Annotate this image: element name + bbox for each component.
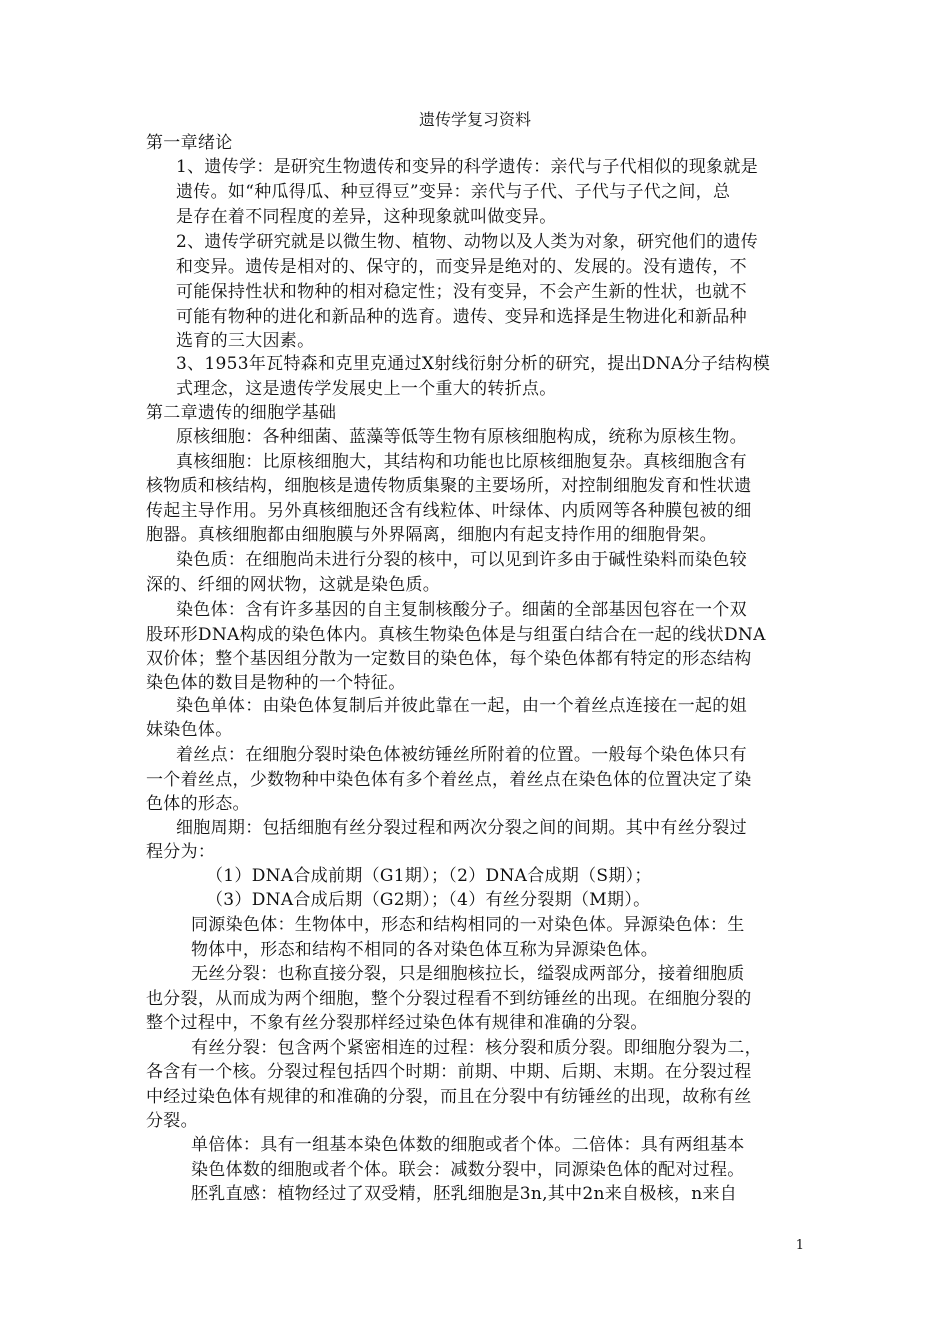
- text-line: 胚乳直感：植物经过了双受精，胚乳细胞是3n,其中2n来自极核，n来自: [191, 1184, 738, 1204]
- text-line: 染色质：在细胞尚未进行分裂的核中，可以见到许多由于碱性染料而染色较: [176, 550, 747, 570]
- text-line: 无丝分裂：也称直接分裂，只是细胞核拉长，缢裂成两部分，接着细胞质: [191, 964, 745, 984]
- text-line: 单倍体：具有一组基本染色体数的细胞或者个体。二倍体：具有两组基本: [191, 1135, 745, 1155]
- text-line: 选育的三大因素。: [176, 331, 315, 351]
- text-line: 深的、纤细的网状物，这就是染色质。: [146, 575, 441, 595]
- text-line: 遗传。如“种瓜得瓜、种豆得豆”变异：亲代与子代、子代与子代之间，总: [176, 182, 731, 202]
- text-line: 中经过染色体有规律的和准确的分裂，而且在分裂中有纺锤丝的出现，故称有丝: [146, 1087, 752, 1107]
- text-line: 也分裂，从而成为两个细胞，整个分裂过程看不到纺锤丝的出现。在细胞分裂的: [146, 989, 752, 1009]
- text-line: 式理念，这是遗传学发展史上一个重大的转折点。: [176, 379, 557, 399]
- text-line: 第二章遗传的细胞学基础: [146, 403, 337, 423]
- document-title: 遗传学复习资料: [418, 110, 531, 129]
- text-line: 染色体：含有许多基因的自主复制核酸分子。细菌的全部基因包容在一个双: [176, 600, 747, 620]
- text-line: 和变异。遗传是相对的、保守的，而变异是绝对的、发展的。没有遗传，不: [176, 257, 747, 277]
- text-line: 真核细胞：比原核细胞大，其结构和功能也比原核细胞复杂。真核细胞含有: [176, 452, 747, 472]
- text-line: 染色单体：由染色体复制后并彼此靠在一起，由一个着丝点连接在一起的姐: [176, 696, 747, 716]
- text-line: 核物质和核结构，细胞核是遗传物质集聚的主要场所，对控制细胞发育和性状遗: [146, 476, 752, 496]
- text-line: 妹染色体。: [146, 720, 233, 740]
- text-line: 第一章绪论: [146, 133, 233, 153]
- text-line: 染色体的数目是物种的一个特征。: [146, 673, 406, 693]
- text-line: 有丝分裂：包含两个紧密相连的过程：核分裂和质分裂。即细胞分裂为二，: [191, 1038, 762, 1058]
- text-line: 分裂。: [146, 1111, 198, 1131]
- text-line: 3、1953年瓦特森和克里克通过X射线衍射分析的研究，提出DNA分子结构模: [176, 354, 771, 374]
- text-line: （1）DNA合成前期（G1期）；（2）DNA合成期（S期）；: [206, 866, 652, 886]
- text-line: 细胞周期：包括细胞有丝分裂过程和两次分裂之间的间期。其中有丝分裂过: [176, 818, 747, 838]
- text-line: 色体的形态。: [146, 794, 250, 814]
- text-line: 股环形DNA构成的染色体内。真核生物染色体是与组蛋白结合在一起的线状DNA: [146, 625, 766, 645]
- text-line: 原核细胞：各种细菌、蓝藻等低等生物有原核细胞构成，统称为原核生物。: [176, 427, 747, 447]
- text-line: 双价体；整个基因组分散为一定数目的染色体，每个染色体都有特定的形态结构: [146, 649, 752, 669]
- text-line: 各含有一个核。分裂过程包括四个时期：前期、中期、后期、末期。在分裂过程: [146, 1062, 752, 1082]
- text-line: 是存在着不同程度的差异，这种现象就叫做变异。: [176, 207, 557, 227]
- text-line: 胞器。真核细胞都由细胞膜与外界隔离，细胞内有起支持作用的细胞骨架。: [146, 525, 717, 545]
- text-line: 同源染色体：生物体中，形态和结构相同的一对染色体。异源染色体：生: [191, 915, 745, 935]
- text-line: 染色体数的细胞或者个体。联会：减数分裂中，同源染色体的配对过程。: [191, 1160, 745, 1180]
- text-line: 一个着丝点，少数物种中染色体有多个着丝点，着丝点在染色体的位置决定了染: [146, 770, 752, 790]
- text-line: 1、遗传学：是研究生物遗传和变异的科学遗传：亲代与子代相似的现象就是: [176, 157, 759, 177]
- page-number: 1: [795, 1238, 804, 1253]
- text-line: 着丝点：在细胞分裂时染色体被纺锤丝所附着的位置。一般每个染色体只有: [176, 745, 747, 765]
- text-line: 2、遗传学研究就是以微生物、植物、动物以及人类为对象，研究他们的遗传: [176, 232, 759, 252]
- text-line: 物体中，形态和结构不相同的各对染色体互称为异源染色体。: [191, 940, 659, 960]
- text-line: 传起主导作用。另外真核细胞还含有线粒体、叶绿体、内质网等各种膜包被的细: [146, 501, 752, 521]
- text-line: 整个过程中，不象有丝分裂那样经过染色体有规律和准确的分裂。: [146, 1013, 648, 1033]
- text-line: 可能保持性状和物种的相对稳定性；没有变异，不会产生新的性状，也就不: [176, 282, 747, 302]
- text-line: （3）DNA合成后期（G2期）；（4）有丝分裂期（M期）。: [206, 890, 651, 910]
- text-line: 可能有物种的进化和新品种的选育。遗传、变异和选择是生物进化和新品种: [176, 307, 747, 327]
- text-line: 程分为：: [146, 842, 216, 862]
